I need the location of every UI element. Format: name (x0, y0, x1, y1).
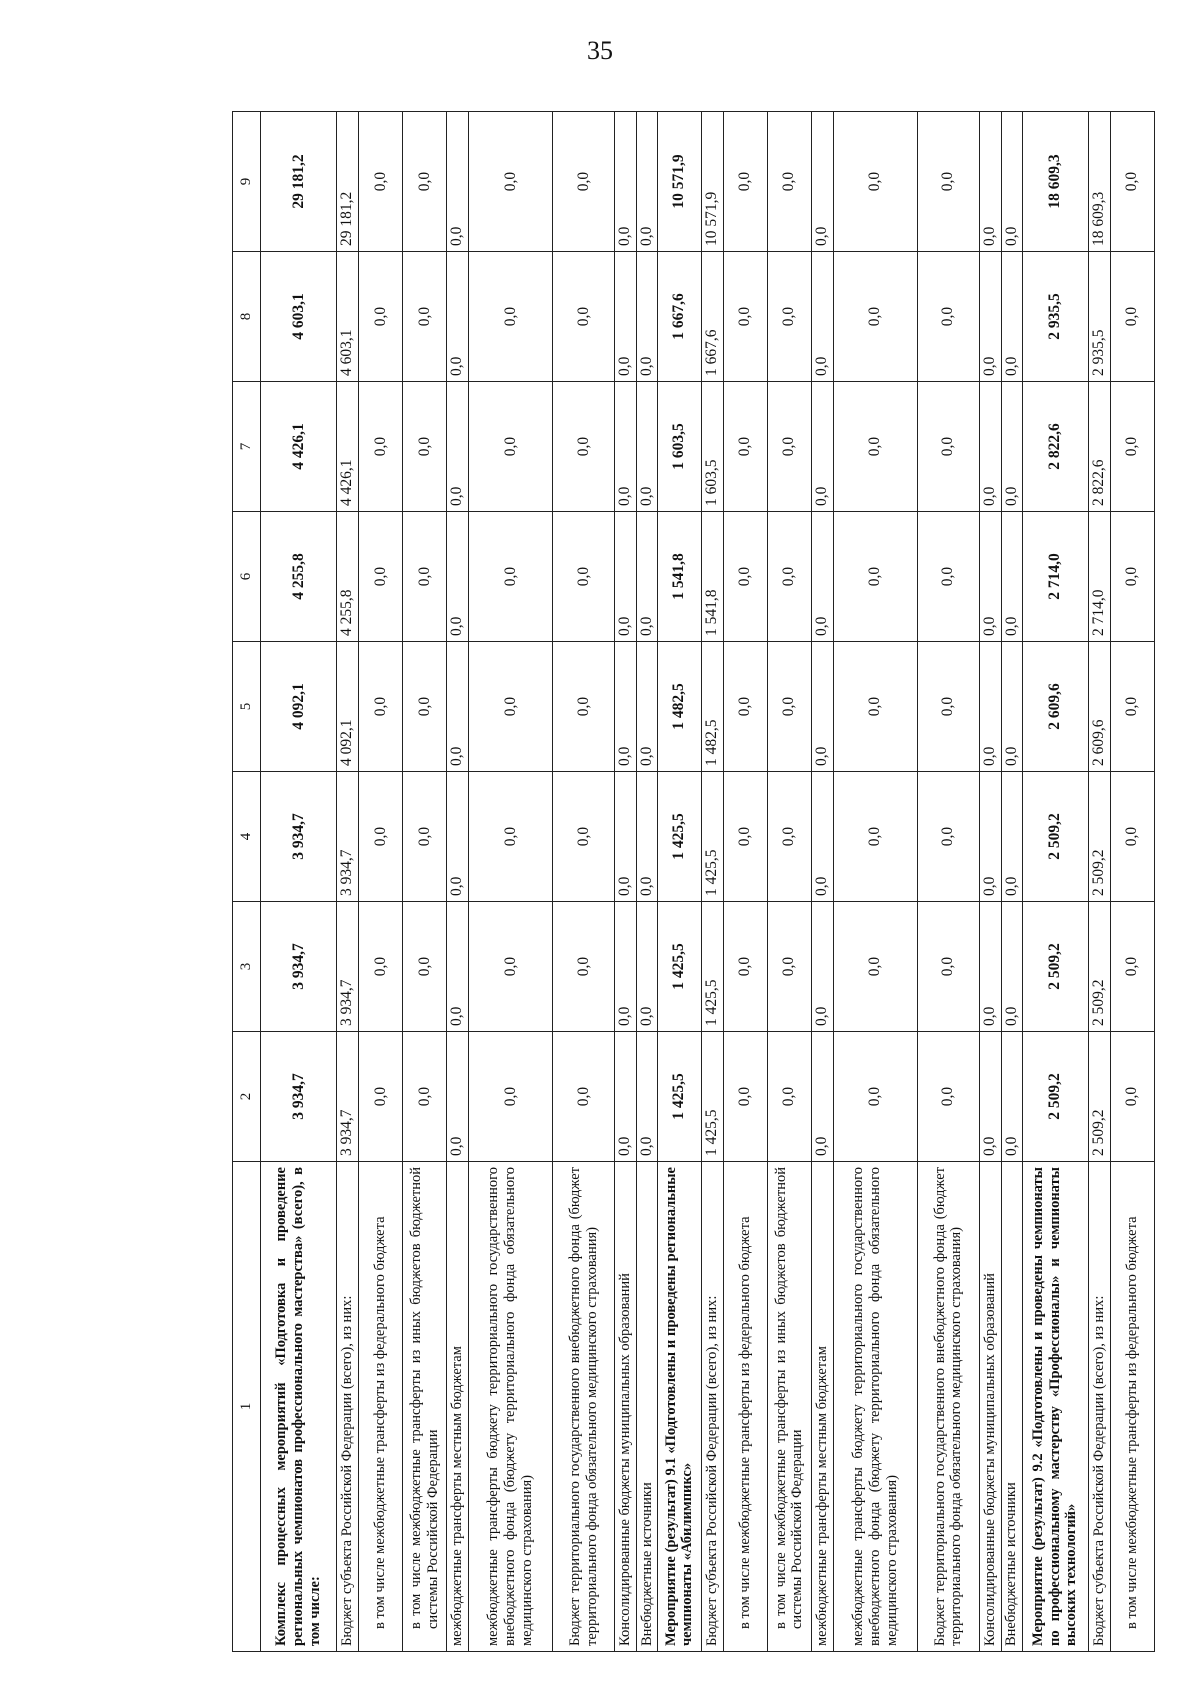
value-cell: 0,0 (917, 642, 979, 772)
value-cell: 2 822,6 (1022, 382, 1088, 512)
value-cell: 4 255,8 (337, 512, 359, 642)
row-label: межбюджетные трансферты бюджету территориального государственного внебюджетного фонда (бюджету территориального фонда обязательного медицинского страхования) (469, 1162, 553, 1652)
value-cell: 0,0 (359, 642, 403, 772)
header-cell: 9 (233, 112, 261, 252)
row-label: Внебюджетные источники (637, 1162, 658, 1652)
value-cell: 0,0 (447, 772, 469, 902)
value-cell: 0,0 (637, 382, 658, 512)
value-cell: 2 714,0 (1088, 512, 1110, 642)
value-cell: 3 934,7 (261, 1032, 337, 1162)
value-cell: 0,0 (447, 642, 469, 772)
value-cell: 0,0 (403, 512, 447, 642)
value-cell: 0,0 (811, 112, 833, 252)
value-cell: 0,0 (403, 382, 447, 512)
table-row (615, 112, 637, 1652)
value-cell: 0,0 (833, 112, 917, 252)
row-label: Мероприятие (результат) 9.2 «Подготовлены и проведены чемпионаты по профессиональному мастерству «Профессионалы» и чемпионаты высоких технологий» (1022, 1162, 1088, 1652)
value-cell: 0,0 (917, 252, 979, 382)
value-cell: 0,0 (359, 252, 403, 382)
value-cell: 0,0 (553, 382, 615, 512)
value-cell: 0,0 (403, 772, 447, 902)
value-cell: 0,0 (469, 1032, 553, 1162)
value-cell: 18 609,3 (1088, 112, 1110, 252)
value-cell: 0,0 (447, 1032, 469, 1162)
header-cell: 3 (233, 902, 261, 1032)
value-cell: 0,0 (1110, 382, 1154, 512)
value-cell: 4 603,1 (261, 252, 337, 382)
value-cell: 0,0 (767, 252, 811, 382)
row-label: межбюджетные трансферты бюджету территориального государственного внебюджетного фонда (бюджету территориального фонда обязательного медицинского страхования) (833, 1162, 917, 1652)
value-cell: 0,0 (979, 512, 1001, 642)
table-row (833, 112, 917, 1652)
table-row (469, 112, 553, 1652)
value-cell: 2 609,6 (1022, 642, 1088, 772)
value-cell: 0,0 (637, 252, 658, 382)
value-cell: 0,0 (447, 252, 469, 382)
header-cell: 7 (233, 382, 261, 512)
value-cell: 1 425,5 (657, 902, 701, 1032)
value-cell: 2 714,0 (1022, 512, 1088, 642)
row-label: Бюджет субъекта Российской Федерации (всего), из них: (701, 1162, 723, 1652)
value-cell: 29 181,2 (337, 112, 359, 252)
value-cell: 0,0 (469, 642, 553, 772)
value-cell: 0,0 (359, 772, 403, 902)
value-cell: 2 509,2 (1088, 1032, 1110, 1162)
value-cell: 0,0 (917, 1032, 979, 1162)
value-cell: 2 935,5 (1088, 252, 1110, 382)
value-cell: 0,0 (637, 112, 658, 252)
value-cell: 2 509,2 (1022, 772, 1088, 902)
value-cell: 0,0 (979, 642, 1001, 772)
value-cell: 10 571,9 (657, 112, 701, 252)
value-cell: 0,0 (917, 772, 979, 902)
value-cell: 0,0 (723, 112, 767, 252)
header-cell: 4 (233, 772, 261, 902)
value-cell: 0,0 (1001, 512, 1022, 642)
value-cell: 0,0 (553, 902, 615, 1032)
row-label: в том числе межбюджетные трансферты из иных бюджетов бюджетной системы Российской Федерации (403, 1162, 447, 1652)
value-cell: 0,0 (469, 512, 553, 642)
value-cell: 0,0 (767, 772, 811, 902)
value-cell: 4 092,1 (261, 642, 337, 772)
row-label: в том числе межбюджетные трансферты из федерального бюджета (359, 1162, 403, 1652)
value-cell: 1 667,6 (657, 252, 701, 382)
table-row (261, 112, 337, 1652)
row-label: в том числе межбюджетные трансферты из федерального бюджета (1110, 1162, 1154, 1652)
value-cell: 0,0 (403, 252, 447, 382)
value-cell: 0,0 (917, 382, 979, 512)
value-cell: 0,0 (447, 512, 469, 642)
value-cell: 0,0 (469, 252, 553, 382)
value-cell: 0,0 (403, 902, 447, 1032)
value-cell: 3 934,7 (261, 902, 337, 1032)
table-row (1110, 112, 1154, 1652)
value-cell: 0,0 (615, 642, 637, 772)
value-cell: 2 509,2 (1022, 1032, 1088, 1162)
page-number: 35 (587, 36, 613, 65)
value-cell: 0,0 (723, 642, 767, 772)
value-cell: 0,0 (615, 902, 637, 1032)
value-cell: 0,0 (723, 252, 767, 382)
value-cell: 0,0 (1110, 772, 1154, 902)
value-cell: 1 425,5 (701, 902, 723, 1032)
value-cell: 29 181,2 (261, 112, 337, 252)
value-cell: 0,0 (811, 1032, 833, 1162)
value-cell: 0,0 (723, 902, 767, 1032)
value-cell: 0,0 (615, 252, 637, 382)
value-cell: 10 571,9 (701, 112, 723, 252)
value-cell: 0,0 (553, 252, 615, 382)
value-cell: 0,0 (359, 1032, 403, 1162)
table-row (403, 112, 447, 1652)
table-row (979, 112, 1001, 1652)
value-cell: 0,0 (553, 772, 615, 902)
value-cell: 0,0 (1001, 772, 1022, 902)
value-cell: 0,0 (979, 382, 1001, 512)
value-cell: 0,0 (553, 1032, 615, 1162)
value-cell: 0,0 (917, 112, 979, 252)
value-cell: 0,0 (723, 512, 767, 642)
value-cell: 0,0 (1110, 512, 1154, 642)
value-cell: 0,0 (979, 902, 1001, 1032)
table-body (261, 112, 1155, 1652)
value-cell: 2 935,5 (1022, 252, 1088, 382)
value-cell: 1 425,5 (701, 1032, 723, 1162)
header-cell: 2 (233, 1032, 261, 1162)
value-cell: 0,0 (833, 252, 917, 382)
value-cell: 0,0 (469, 902, 553, 1032)
table-row (1088, 112, 1110, 1652)
value-cell: 0,0 (767, 1032, 811, 1162)
header-cell: 1 (233, 1162, 261, 1652)
table-row (637, 112, 658, 1652)
value-cell: 0,0 (833, 1032, 917, 1162)
value-cell: 0,0 (553, 642, 615, 772)
value-cell: 0,0 (359, 382, 403, 512)
row-label: Бюджет субъекта Российской Федерации (всего), из них: (337, 1162, 359, 1652)
value-cell: 0,0 (1001, 902, 1022, 1032)
value-cell: 0,0 (1001, 642, 1022, 772)
value-cell: 0,0 (767, 512, 811, 642)
value-cell: 0,0 (469, 382, 553, 512)
row-label: Бюджет территориального государственного внебюджетного фонда (бюджет территориального фонда обязательного медицинского страхования) (917, 1162, 979, 1652)
value-cell: 0,0 (403, 112, 447, 252)
value-cell: 0,0 (811, 642, 833, 772)
value-cell: 0,0 (447, 902, 469, 1032)
value-cell: 0,0 (615, 512, 637, 642)
value-cell: 3 934,7 (337, 1032, 359, 1162)
value-cell: 0,0 (359, 902, 403, 1032)
value-cell: 0,0 (1110, 112, 1154, 252)
value-cell: 0,0 (917, 512, 979, 642)
value-cell: 0,0 (615, 382, 637, 512)
value-cell: 0,0 (811, 902, 833, 1032)
value-cell: 0,0 (637, 772, 658, 902)
row-label: межбюджетные трансферты местным бюджетам (811, 1162, 833, 1652)
value-cell: 0,0 (1001, 1032, 1022, 1162)
header-cell: 8 (233, 252, 261, 382)
value-cell: 0,0 (1001, 252, 1022, 382)
value-cell: 1 482,5 (657, 642, 701, 772)
value-cell: 0,0 (811, 252, 833, 382)
table-row (917, 112, 979, 1652)
value-cell: 0,0 (767, 642, 811, 772)
value-cell: 0,0 (811, 512, 833, 642)
value-cell: 0,0 (979, 772, 1001, 902)
row-label: Консолидированные бюджеты муниципальных образований (979, 1162, 1001, 1652)
value-cell: 0,0 (979, 252, 1001, 382)
value-cell: 4 092,1 (337, 642, 359, 772)
value-cell: 4 255,8 (261, 512, 337, 642)
value-cell: 0,0 (1110, 252, 1154, 382)
value-cell: 4 426,1 (261, 382, 337, 512)
table-row (657, 112, 701, 1652)
budget-table (232, 111, 1155, 1652)
value-cell: 18 609,3 (1022, 112, 1088, 252)
value-cell: 1 603,5 (657, 382, 701, 512)
value-cell: 0,0 (615, 772, 637, 902)
value-cell: 0,0 (811, 772, 833, 902)
value-cell: 0,0 (723, 382, 767, 512)
value-cell: 0,0 (359, 112, 403, 252)
value-cell: 0,0 (615, 1032, 637, 1162)
value-cell: 0,0 (833, 902, 917, 1032)
value-cell: 1 603,5 (701, 382, 723, 512)
value-cell: 0,0 (833, 642, 917, 772)
row-label: межбюджетные трансферты местным бюджетам (447, 1162, 469, 1652)
row-label: Консолидированные бюджеты муниципальных образований (615, 1162, 637, 1652)
value-cell: 1 482,5 (701, 642, 723, 772)
value-cell: 0,0 (833, 772, 917, 902)
value-cell: 0,0 (1110, 902, 1154, 1032)
value-cell: 0,0 (979, 112, 1001, 252)
value-cell: 1 425,5 (701, 772, 723, 902)
value-cell: 0,0 (403, 1032, 447, 1162)
value-cell: 0,0 (1001, 382, 1022, 512)
row-label: Комплекс процессных мероприятий «Подготовка и проведение региональных чемпионатов профессионального мастерства» (всего), в том числе: (261, 1162, 337, 1652)
value-cell: 0,0 (811, 382, 833, 512)
table-row (337, 112, 359, 1652)
value-cell: 1 541,8 (701, 512, 723, 642)
value-cell: 3 934,7 (337, 772, 359, 902)
value-cell: 3 934,7 (261, 772, 337, 902)
value-cell: 0,0 (1001, 112, 1022, 252)
value-cell: 0,0 (723, 1032, 767, 1162)
value-cell: 2 609,6 (1088, 642, 1110, 772)
value-cell: 0,0 (403, 642, 447, 772)
row-label: в том числе межбюджетные трансферты из федерального бюджета (723, 1162, 767, 1652)
table-row (767, 112, 811, 1652)
value-cell: 0,0 (979, 1032, 1001, 1162)
value-cell: 0,0 (447, 112, 469, 252)
table-row (701, 112, 723, 1652)
value-cell: 1 425,5 (657, 772, 701, 902)
value-cell: 2 509,2 (1088, 772, 1110, 902)
value-cell: 0,0 (1110, 1032, 1154, 1162)
value-cell: 0,0 (359, 512, 403, 642)
row-label: Бюджет территориального государственного внебюджетного фонда (бюджет территориального фонда обязательного медицинского страхования) (553, 1162, 615, 1652)
row-label: Бюджет субъекта Российской Федерации (всего), из них: (1088, 1162, 1110, 1652)
value-cell: 2 509,2 (1022, 902, 1088, 1032)
value-cell: 1 667,6 (701, 252, 723, 382)
value-cell: 0,0 (1110, 642, 1154, 772)
table-row (811, 112, 833, 1652)
value-cell: 0,0 (637, 902, 658, 1032)
header-row (233, 112, 261, 1652)
header-cell: 6 (233, 512, 261, 642)
value-cell: 1 541,8 (657, 512, 701, 642)
value-cell: 0,0 (723, 772, 767, 902)
value-cell: 3 934,7 (337, 902, 359, 1032)
value-cell: 0,0 (767, 382, 811, 512)
header-cell: 5 (233, 642, 261, 772)
value-cell: 2 509,2 (1088, 902, 1110, 1032)
value-cell: 0,0 (833, 382, 917, 512)
value-cell: 0,0 (917, 902, 979, 1032)
value-cell: 0,0 (833, 512, 917, 642)
table-row (359, 112, 403, 1652)
row-label: в том числе межбюджетные трансферты из иных бюджетов бюджетной системы Российской Федерации (767, 1162, 811, 1652)
rotated-table-wrapper (232, 112, 1141, 1652)
table-row (1022, 112, 1088, 1652)
value-cell: 0,0 (767, 112, 811, 252)
value-cell: 0,0 (637, 1032, 658, 1162)
row-label: Мероприятие (результат) 9.1 «Подготовлены и проведены региональные чемпионаты «Абилимпикс» (657, 1162, 701, 1652)
value-cell: 0,0 (615, 112, 637, 252)
row-label: Внебюджетные источники (1001, 1162, 1022, 1652)
table-row (553, 112, 615, 1652)
table-row (1001, 112, 1022, 1652)
value-cell: 0,0 (767, 902, 811, 1032)
table-row (723, 112, 767, 1652)
value-cell: 4 426,1 (337, 382, 359, 512)
value-cell: 0,0 (553, 512, 615, 642)
value-cell: 1 425,5 (657, 1032, 701, 1162)
value-cell: 0,0 (553, 112, 615, 252)
value-cell: 0,0 (469, 112, 553, 252)
value-cell: 0,0 (447, 382, 469, 512)
value-cell: 0,0 (469, 772, 553, 902)
table-row (447, 112, 469, 1652)
value-cell: 0,0 (637, 642, 658, 772)
value-cell: 0,0 (637, 512, 658, 642)
value-cell: 4 603,1 (337, 252, 359, 382)
value-cell: 2 822,6 (1088, 382, 1110, 512)
